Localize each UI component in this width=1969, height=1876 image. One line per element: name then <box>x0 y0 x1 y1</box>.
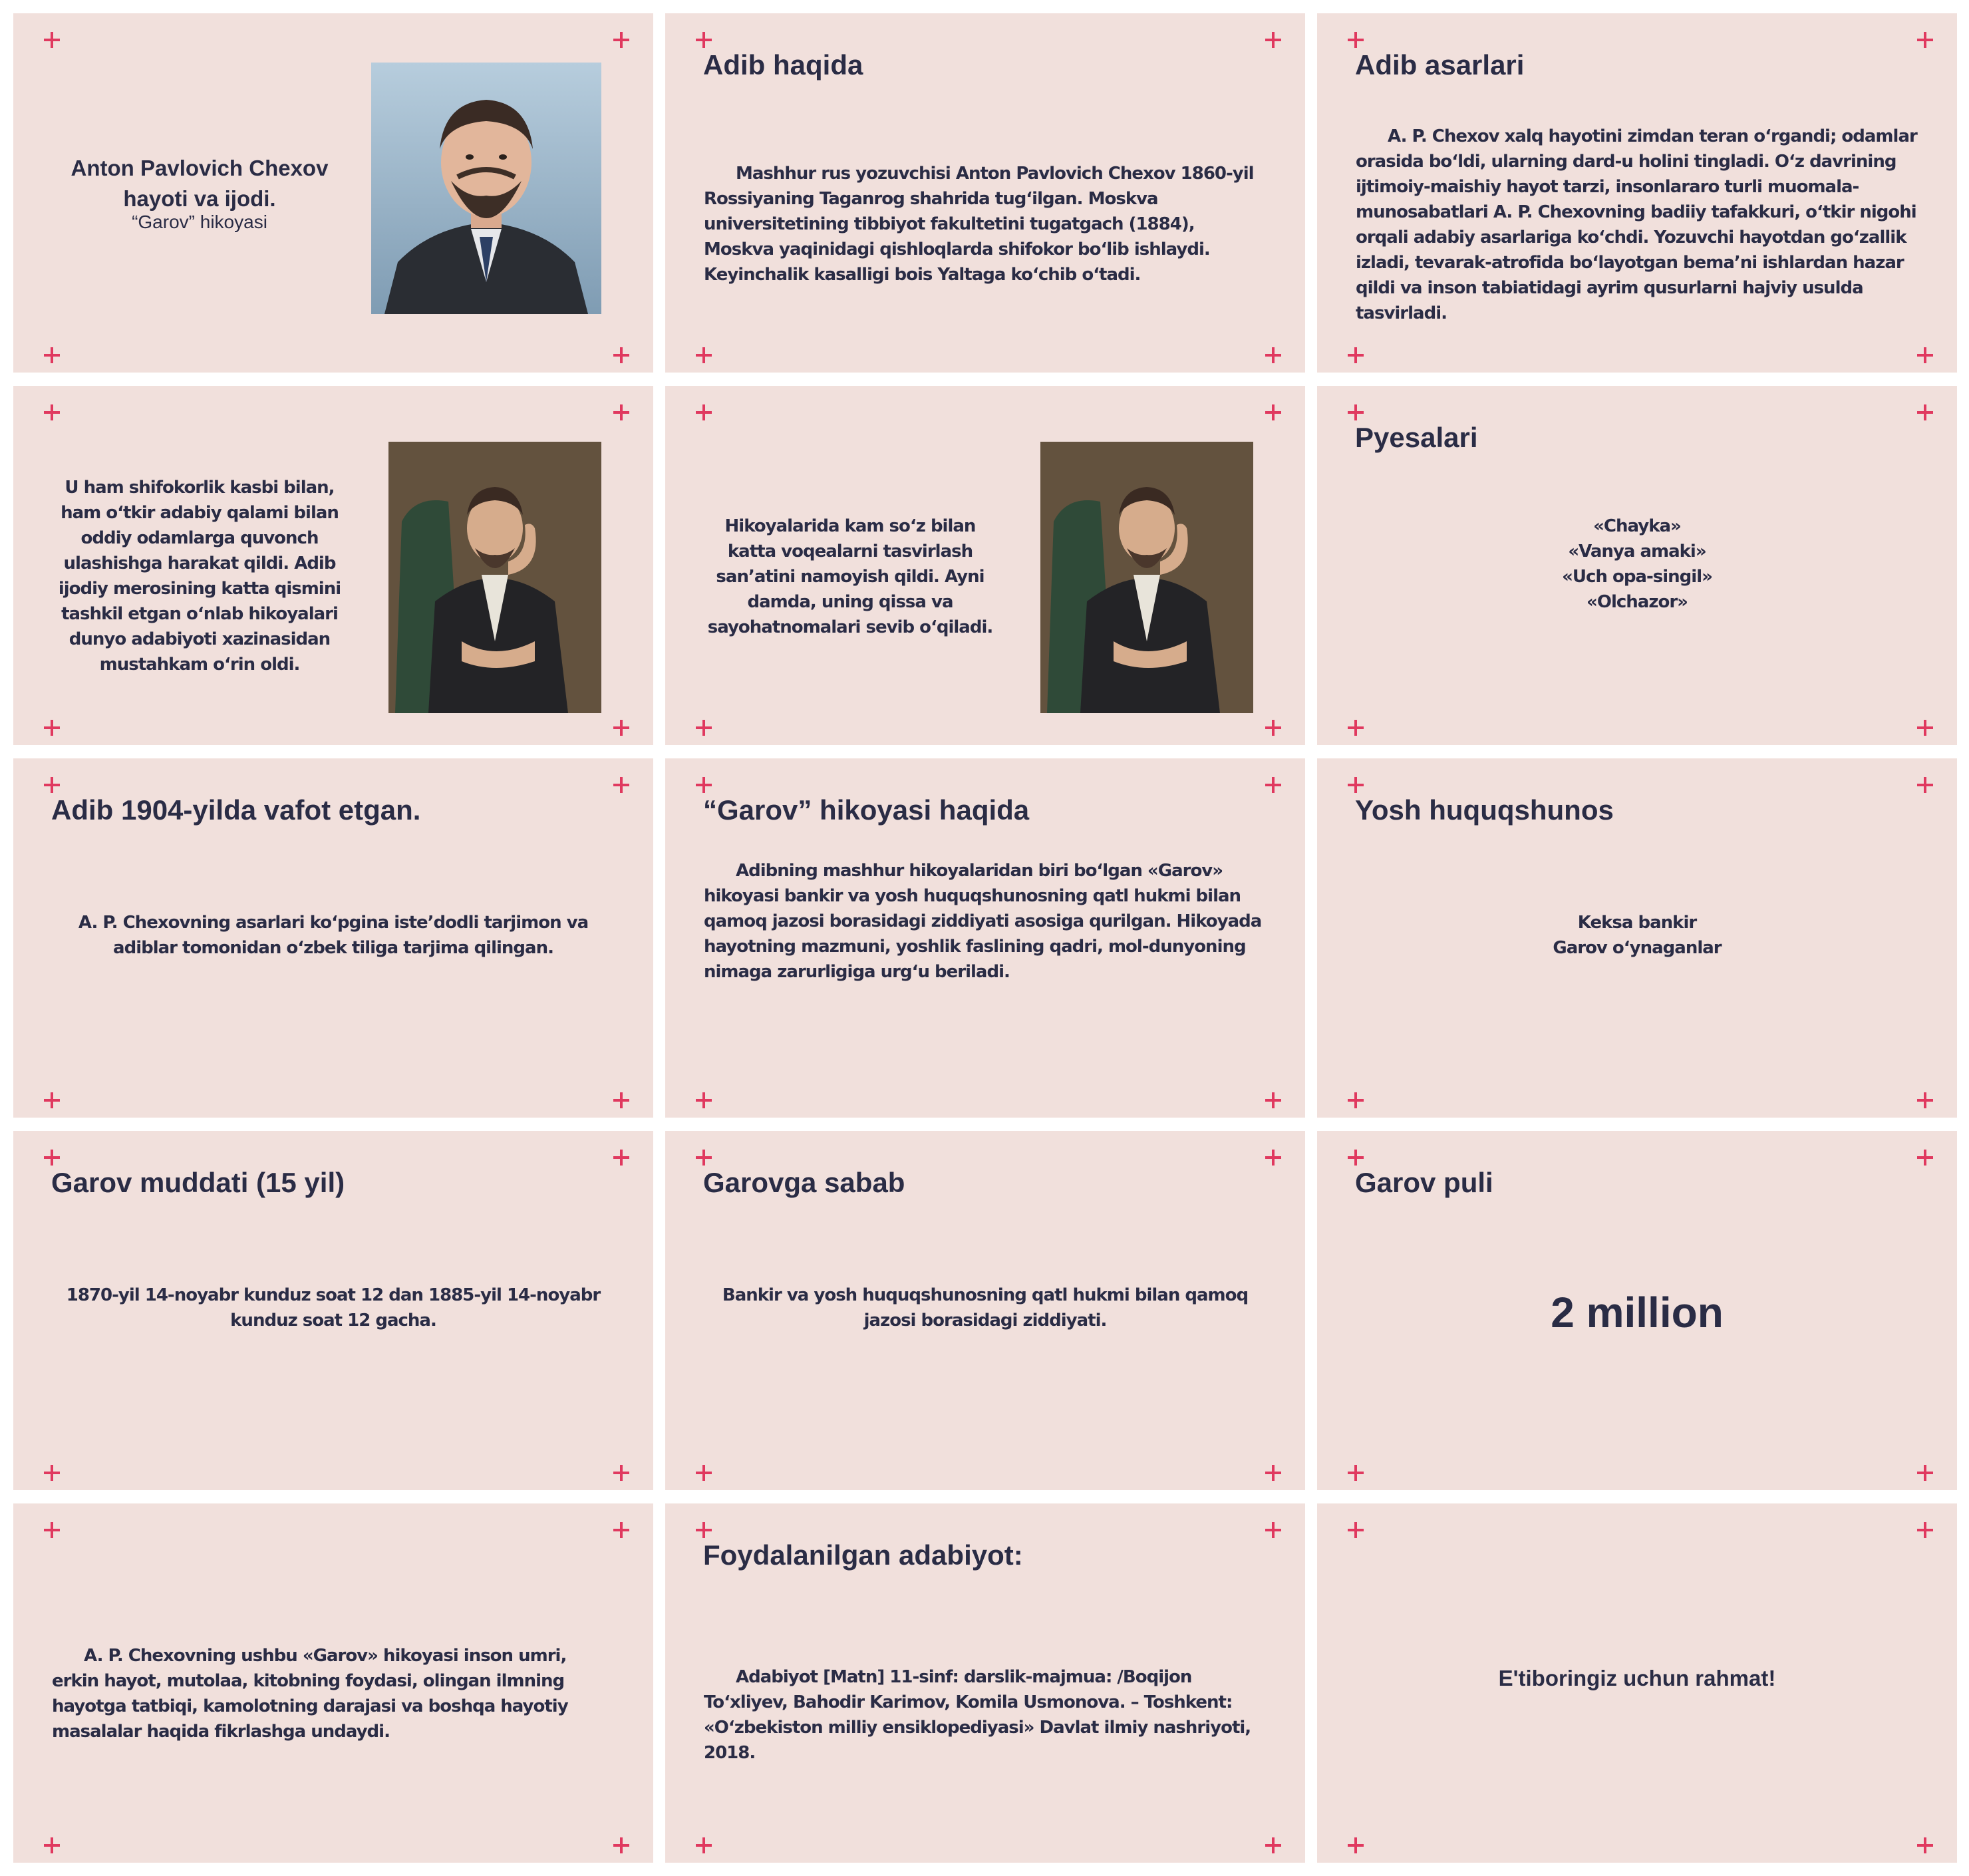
slide-body: Adibning mashhur hikoyalaridan biri bo‘lgan «Garov» hikoyasi bankir va yosh huquqshunosning qatl hukmi bilan qamoq jazosi borasidagi ziddiyati asosiga qurilgan. Hikoyada hayotning mazmuni, yoshlik faslining qadri, mol-dunyoning nimaga zarurligiga urg‘u beriladi. <box>704 861 1262 982</box>
plus-icon <box>1265 777 1281 793</box>
plus-icon <box>44 720 60 736</box>
plus-icon <box>696 347 712 363</box>
thanks-message: E'tiboringiz uchun rahmat! <box>1498 1666 1776 1690</box>
plus-icon <box>1917 1522 1933 1538</box>
slide-title: Adib asarlari <box>1355 49 1525 80</box>
plus-icon <box>1348 1522 1364 1538</box>
slide-title: Garovga sabab <box>703 1167 905 1198</box>
slide-7[interactable] <box>13 758 653 1118</box>
slide-body: A. P. Chexov xalq hayotini zimdan teran o‘rgandi; odamlar orasida bo‘ldi, ularning dard-u holini tingladi. O‘z davrining ijtimoiy-maishiy hayot tarzi, insonlararo turli muomala- munosabatlari A. P. Chexovning badiiy tafakkuri, o‘tkir nigohi orqali adabiy asarlariga ko‘chdi. Yozuvchi hayotdan go‘zallik izladi, tevarak-atrofida bo‘layotgan bema’ni ishlardan hazar qildi va inson tabiatidagi ayrim qusurlarni hajviy usulda tasvirladi. <box>1356 126 1917 323</box>
plus-icon <box>44 404 60 420</box>
plus-icon <box>696 404 712 420</box>
list-item: «Olchazor» <box>1587 592 1688 612</box>
plus-icon <box>696 720 712 736</box>
plus-icon <box>1348 777 1364 793</box>
slide-5[interactable] <box>665 386 1305 745</box>
plus-icon <box>44 1522 60 1538</box>
cover-title: Anton Pavlovich Chexov hayoti va ijodi. <box>71 156 329 211</box>
plus-icon <box>696 1092 712 1108</box>
plus-icon <box>613 720 629 736</box>
plays-list <box>1317 514 1957 615</box>
plus-icon <box>696 1837 712 1853</box>
slide-body: A. P. Chexovning asarlari ko‘pgina iste’dodli tarjimon va adiblar tomonidan o‘zbek tiliga tarjima qilingan. <box>78 913 589 958</box>
slide-body: Adabiyot [Matn] 11-sinf: darslik-majmua: /Boqijon To‘xliyev, Bahodir Karimov, Komila Usmonova. – Toshkent: «O‘zbekiston milliy ensiklopediyasi» Davlat ilmiy nashriyoti, 2018. <box>704 1667 1251 1763</box>
plus-icon <box>44 32 60 48</box>
slide-10[interactable] <box>13 1131 653 1490</box>
slide-title: Yosh huquqshunos <box>1355 794 1614 826</box>
slide-title: Garov muddati (15 yil) <box>51 1167 345 1198</box>
plus-icon <box>1917 720 1933 736</box>
slide-4[interactable] <box>13 386 653 745</box>
plus-icon <box>1917 347 1933 363</box>
slide-title: Garov puli <box>1355 1167 1493 1198</box>
plus-icon <box>1348 1150 1364 1166</box>
plus-icon <box>44 777 60 793</box>
plus-icon <box>696 1522 712 1538</box>
plus-icon <box>1348 1837 1364 1853</box>
plus-icon <box>1348 1465 1364 1481</box>
plus-icon <box>1265 1837 1281 1853</box>
plus-icon <box>613 1522 629 1538</box>
plus-icon <box>1265 32 1281 48</box>
plus-icon <box>696 32 712 48</box>
plus-icon <box>613 32 629 48</box>
list-item: «Chayka» <box>1593 516 1681 536</box>
portrait-photo <box>371 63 601 314</box>
plus-icon <box>1348 1092 1364 1108</box>
plus-icon <box>613 1150 629 1166</box>
plus-icon <box>696 1465 712 1481</box>
plus-icon <box>1348 347 1364 363</box>
list-item: «Vanya amaki» <box>1568 542 1706 561</box>
plus-icon <box>1917 32 1933 48</box>
plus-icon <box>1917 1837 1933 1853</box>
list-item: «Uch opa-singil» <box>1562 567 1712 587</box>
plus-icon <box>1917 777 1933 793</box>
slide-body: Hikoyalarida kam so‘z bilan katta voqealarni tasvirlash san’atini namoyish qildi. Ayni damda, uning qissa va sayohatnomalari sevib o‘qiladi. <box>707 516 993 637</box>
slide-title: Pyesalari <box>1355 422 1478 453</box>
cover-subtitle: “Garov” hikoyasi <box>132 212 267 232</box>
plus-icon <box>1265 1150 1281 1166</box>
plus-icon <box>44 347 60 363</box>
plus-icon <box>696 1150 712 1166</box>
plus-icon <box>1265 1522 1281 1538</box>
plus-icon <box>1265 1465 1281 1481</box>
slide-6[interactable] <box>1317 386 1957 745</box>
plus-icon <box>613 777 629 793</box>
plus-icon <box>1265 347 1281 363</box>
plus-icon <box>696 777 712 793</box>
seated-portrait-painting <box>1040 442 1253 713</box>
text-line: Garov o‘ynaganlar <box>1553 938 1722 958</box>
slide-body: A. P. Chexovning ushbu «Garov» hikoyasi inson umri, erkin hayot, mutolaa, kitobning foydasi, olingan ilmning hayotga tatbiqi, kamolotning darajasi va boshqa hayotiy masalalar haqida fikrlashga undaydi. <box>52 1646 568 1742</box>
slide-3[interactable] <box>1317 13 1957 373</box>
slide-1[interactable] <box>13 13 653 373</box>
plus-icon <box>1348 720 1364 736</box>
plus-icon <box>1917 1092 1933 1108</box>
slide-body: Mashhur rus yozuvchisi Anton Pavlovich Chexov 1860-yil Rossiyaning Taganrog shahrida tug‘ilgan. Moskva universitetining tibbiyot fakultetini tugatgach (1884), Moskva yaqinidagi qishloqlarda shifokor bo‘lib ishlaydi. Keyinchalik kasalligi bois Yaltaga ko‘chib o‘tadi. <box>704 164 1254 285</box>
plus-icon <box>1917 1150 1933 1166</box>
plus-icon <box>1348 404 1364 420</box>
plus-icon <box>613 404 629 420</box>
plus-icon <box>613 1837 629 1853</box>
slide-14[interactable] <box>665 1503 1305 1863</box>
amount-value: 2 million <box>1551 1289 1724 1336</box>
slide-11[interactable] <box>665 1131 1305 1490</box>
slide-body: Bankir va yosh huquqshunosning qatl hukmi bilan qamoq jazosi borasidagi ziddiyati. <box>722 1285 1249 1330</box>
slide-15[interactable] <box>1317 1503 1957 1863</box>
plus-icon <box>613 347 629 363</box>
slide-body: 1870-yil 14-noyabr kunduz soat 12 dan 1885-yil 14-noyabr kunduz soat 12 gacha. <box>66 1285 601 1330</box>
seated-portrait-painting <box>388 442 601 713</box>
plus-icon <box>44 1837 60 1853</box>
slide-13[interactable] <box>13 1503 653 1863</box>
plus-icon <box>44 1465 60 1481</box>
slide-title: Adib haqida <box>703 49 863 80</box>
slide-2[interactable] <box>665 13 1305 373</box>
plus-icon <box>613 1465 629 1481</box>
plus-icon <box>1917 404 1933 420</box>
plus-icon <box>613 1092 629 1108</box>
slide-body <box>1317 910 1957 961</box>
plus-icon <box>44 1150 60 1166</box>
slide-12[interactable] <box>1317 1131 1957 1490</box>
plus-icon <box>44 1092 60 1108</box>
plus-icon <box>1265 720 1281 736</box>
slide-9[interactable] <box>1317 758 1957 1118</box>
slide-8[interactable] <box>665 758 1305 1118</box>
plus-icon <box>1917 1465 1933 1481</box>
text-line: Keksa bankir <box>1577 913 1697 933</box>
plus-icon <box>1348 32 1364 48</box>
slide-title: “Garov” hikoyasi haqida <box>703 794 1030 826</box>
plus-icon <box>1265 404 1281 420</box>
slide-body: U ham shifokorlik kasbi bilan, ham o‘tkir adabiy qalami bilan oddiy odamlarga quvonch ulashishga harakat qildi. Adib ijodiy merosining katta qismini tashkil etgan o‘nlab hikoyalari dunyo adabiyoti xazinasidan mustahkam o‘rin oldi. <box>58 478 341 675</box>
plus-icon <box>1265 1092 1281 1108</box>
slide-title: Adib 1904-yilda vafot etgan. <box>51 794 421 826</box>
slide-title: Foydalanilgan adabiyot: <box>703 1539 1023 1571</box>
